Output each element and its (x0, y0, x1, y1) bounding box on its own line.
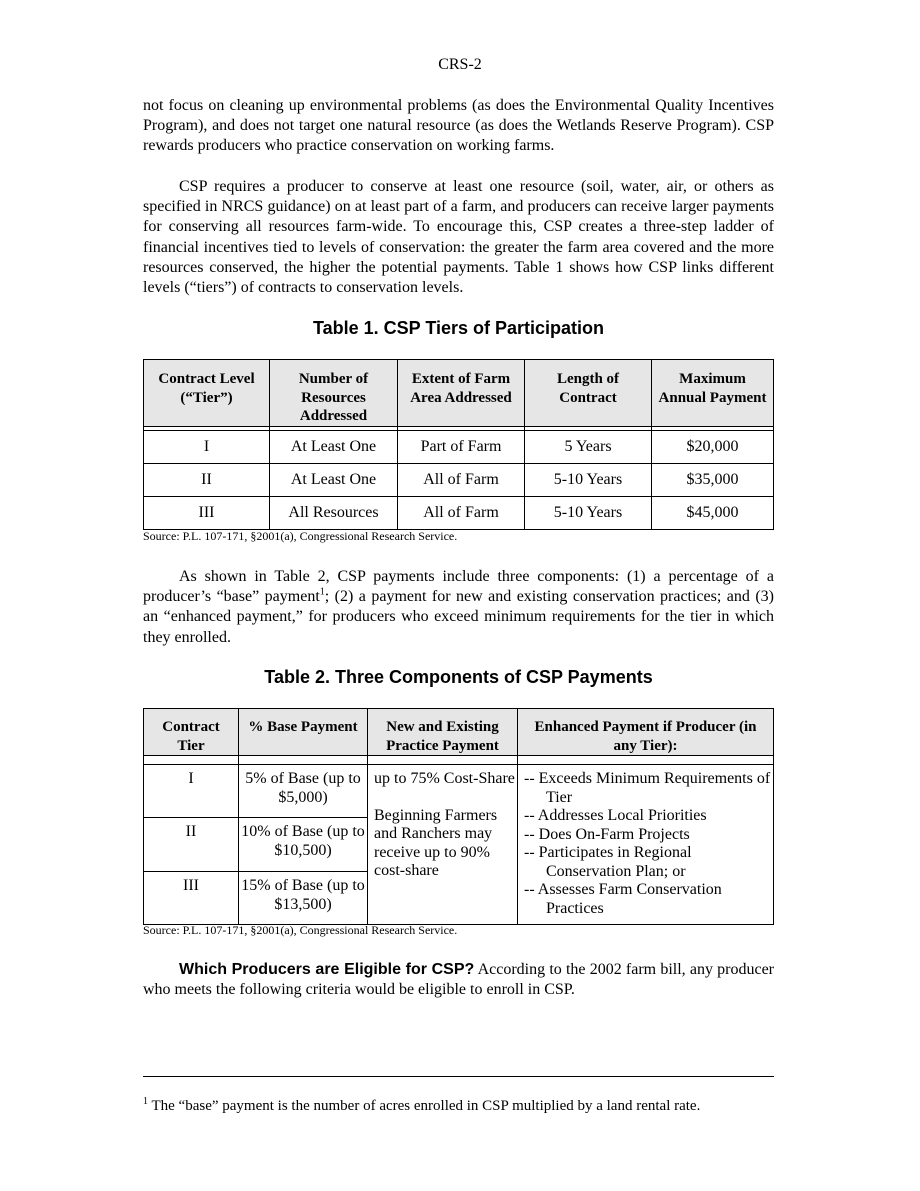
table1 (143, 359, 774, 530)
table2-tier-cell: III (144, 872, 239, 925)
table2-enhanced-cell (518, 765, 774, 925)
table1-cell: $45,000 (652, 496, 774, 529)
enhanced-item: -- Addresses Local Priorities (524, 807, 707, 824)
table1-cell: III (144, 496, 270, 529)
table1-cell: I (144, 430, 270, 463)
table1-cell: All of Farm (398, 496, 525, 529)
practice-cost-share: up to 75% Cost-Share (374, 770, 515, 787)
table2-header-cell: Contract Tier (144, 709, 239, 756)
enhanced-item: -- Assesses Farm Conservation Practices (524, 881, 722, 917)
table1-source: Source: P.L. 107-171, §2001(a), Congressional Research Service. (143, 529, 458, 543)
table1-header-cell: Length of Contract (525, 360, 652, 427)
table1-cell: II (144, 463, 270, 496)
footnote (143, 1097, 774, 1115)
table2 (143, 708, 774, 925)
table2-header-cell: % Base Payment (239, 709, 368, 756)
footnote-number: 1 (143, 1096, 148, 1107)
table1-cell: Part of Farm (398, 430, 525, 463)
table1-cell: 5 Years (525, 430, 652, 463)
paragraph-tiers: CSP requires a producer to conserve at least one resource (soil, water, air, or others as specified in NRCS guidance) on at least part of a farm, and producers can receive larger payments for conserving all resources farm-wide. To encourage this, CSP creates a three-step ladder of financial incentives tied to levels of conservation: the greater the farm area covered and the more resources conserved, the higher the potential payments. Table 1 shows how CSP links different levels (“tiers”) of contracts to conservation levels. (143, 178, 774, 297)
table1-header-row (144, 360, 774, 427)
paragraph-components (143, 567, 774, 648)
table2-separator (144, 756, 774, 765)
eligibility-heading: Which Producers are Eligible for CSP? (179, 961, 475, 978)
paragraph-components-text-cont: ; (2) a payment for new and existing conservation practices; and (3) an “enhanced payment,” for producers who exceed minimum requirements for the tier in which they enrolled. (143, 588, 774, 646)
table2-header-row (144, 709, 774, 756)
table1-header-cell: Extent of Farm Area Addressed (398, 360, 525, 427)
table2-tier-cell: II (144, 818, 239, 872)
table1-cell: All of Farm (398, 463, 525, 496)
table1-cell: $35,000 (652, 463, 774, 496)
table2-header-cell: Enhanced Payment if Producer (in any Tier): (518, 709, 774, 756)
paragraph-eligibility (143, 960, 774, 1000)
table1-cell: 5-10 Years (525, 496, 652, 529)
table1-cell: At Least One (270, 463, 398, 496)
table2-source: Source: P.L. 107-171, §2001(a), Congressional Research Service. (143, 923, 458, 937)
table1-cell: At Least One (270, 430, 398, 463)
paragraph-components-text: As shown in Table 2, CSP payments include three components: (1) a percentage of a producer’s “base” payment (143, 568, 774, 606)
table-row (144, 463, 774, 496)
practice-beginning-farmers: Beginning Farmers and Ranchers may receive up to 90% cost-share (374, 806, 498, 879)
table2-practice-cell (368, 765, 518, 925)
table-row (144, 765, 774, 818)
table1-cell: 5-10 Years (525, 463, 652, 496)
spacer (374, 789, 516, 807)
paragraph-intro: not focus on cleaning up environmental problems (as does the Environmental Quality Incentives Program), and does not target one natural resource (as does the Wetlands Reserve Program). CSP rewards producers who practice conservation on working farms. (143, 97, 774, 155)
footnote-divider (143, 1076, 774, 1077)
table1-cell: $20,000 (652, 430, 774, 463)
page-header: CRS-2 (438, 56, 482, 73)
table2-base-cell: 5% of Base (up to $5,000) (239, 765, 368, 818)
enhanced-item: -- Exceeds Minimum Requirements of Tier (524, 770, 771, 806)
enhanced-item: -- Does On-Farm Projects (524, 825, 690, 843)
table2-base-cell: 10% of Base (up to $10,500) (239, 818, 368, 872)
table2-title: Table 2. Three Components of CSP Payments (264, 667, 653, 687)
table2-tier-cell: I (144, 765, 239, 818)
table-row (144, 430, 774, 463)
table2-header-cell: New and Existing Practice Payment (368, 709, 518, 756)
eligibility-text: According to the 2002 farm bill, any producer who meets the following criteria would be eligible to enroll in CSP. (143, 961, 775, 999)
table2-base-cell: 15% of Base (up to $13,500) (239, 872, 368, 925)
footnote-marker: 1 (319, 586, 325, 598)
table1-title: Table 1. CSP Tiers of Participation (312, 318, 605, 338)
table1-header-cell: Number of Resources Addressed (270, 360, 398, 427)
table1-header-cell: Contract Level (“Tier”) (144, 360, 270, 427)
footnote-text: The “base” payment is the number of acres enrolled in CSP multiplied by a land rental rate. (148, 1098, 701, 1114)
table1-header-cell: Maximum Annual Payment (652, 360, 774, 427)
enhanced-item: -- Participates in Regional Conservation Plan; or (524, 844, 692, 880)
table1-cell: All Resources (270, 496, 398, 529)
table-row (144, 496, 774, 529)
